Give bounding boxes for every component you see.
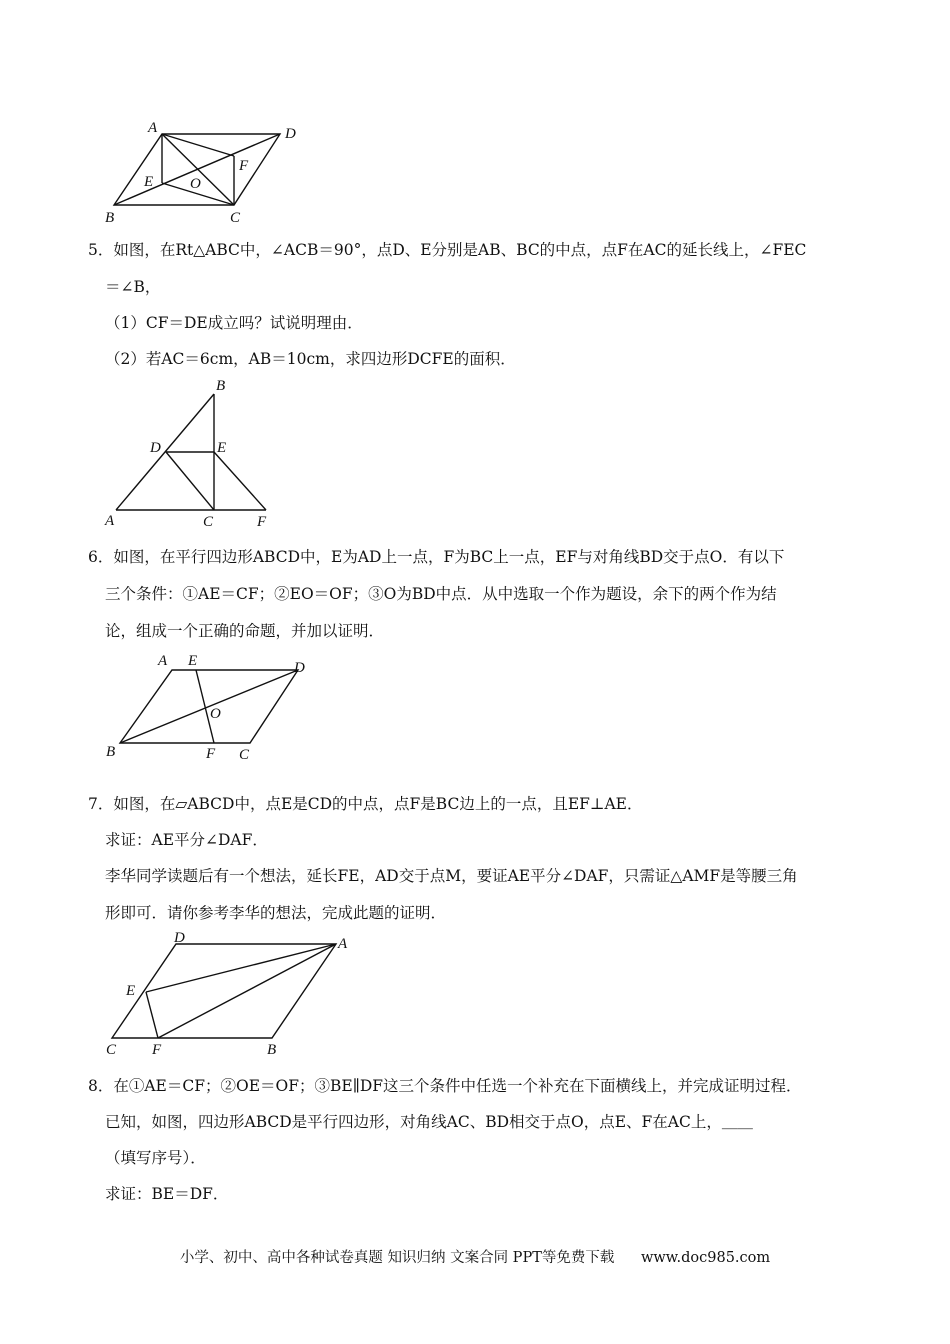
label-f: F [206, 746, 216, 762]
footer-text: 小学、初中、高中各种试卷真题 知识归纳 文案合同 PPT等免费下载 [179, 1250, 615, 1266]
problem-7-line-4: 形即可．请你参考李华的想法，完成此题的证明． [105, 904, 447, 922]
problem-8-line-1: 8．在①AE＝CF；②OE＝OF；③BE∥DF这三个条件中任选一个补充在下面横线上，并完成证明过程． [88, 1077, 802, 1095]
label-d: D [294, 660, 305, 676]
problem-6-line-1: 6．如图，在平行四边形ABCD中，E为AD上一点，F为BC上一点，EF与对角线BD交于点O．有以下 [88, 548, 785, 566]
problem-8-line-4: 求证：BE＝DF． [105, 1185, 229, 1203]
problem-5-line-2: ＝∠B， [105, 278, 161, 296]
problem-5-question-2: （2）若AC＝6cm，AB＝10cm，求四边形DCFE的面积． [105, 350, 516, 368]
label-c: C [230, 210, 241, 226]
problem-5-line-1: 5．如图，在Rt△ABC中，∠ACB＝90°，点D、E分别是AB、BC的中点，点F在AC的延长线上，∠FEC [88, 241, 807, 259]
label-b: B [106, 744, 116, 760]
label-o: O [210, 706, 221, 722]
geometry-diagram [100, 118, 310, 228]
problem-6-line-3: 论，组成一个正确的命题，并加以证明． [105, 622, 385, 640]
label-d: D [174, 930, 185, 946]
label-d: D [285, 126, 296, 142]
label-c: C [106, 1042, 117, 1058]
figure-parallelogram-abcd-3 [100, 928, 360, 1060]
label-e: E [126, 983, 136, 999]
label-d: D [150, 440, 161, 456]
problem-7-line-3: 李华同学读题后有一个想法，延长FE，AD交于点M，要证AE平分∠DAF，只需证△AMF是等腰三角 [105, 867, 798, 885]
problem-7-line-2: 求证：AE平分∠DAF． [105, 831, 268, 849]
problem-6-line-2: 三个条件：①AE＝CF；②EO＝OF；③O为BD中点．从中选取一个作为题设，余下的两个作为结 [105, 585, 777, 603]
label-e: E [217, 440, 227, 456]
label-e: E [144, 174, 154, 190]
figure-parallelogram-abcd-2 [100, 648, 320, 768]
label-f: F [239, 158, 249, 174]
figure-parallelogram-abcd-1 [100, 118, 310, 228]
label-f: F [257, 514, 267, 530]
geometry-diagram [100, 374, 290, 532]
problem-8-line-2: 已知，如图，四边形ABCD是平行四边形，对角线AC、BD相交于点O，点E、F在AC上，＿＿ [105, 1113, 753, 1131]
geometry-diagram [100, 648, 320, 768]
label-a: A [158, 653, 168, 669]
problem-7-line-1: 7．如图，在▱ABCD中，点E是CD的中点，点F是BC边上的一点，且EF⊥AE． [88, 795, 643, 813]
label-b: B [267, 1042, 277, 1058]
label-a: A [338, 936, 348, 952]
footer-url[interactable]: www.doc985.com [640, 1250, 771, 1266]
figure-right-triangle-abc [100, 374, 290, 532]
label-b: B [216, 378, 226, 394]
problem-8-line-3: （填写序号）． [105, 1149, 206, 1167]
label-e: E [188, 653, 198, 669]
label-b: B [105, 210, 115, 226]
label-c: C [239, 747, 250, 763]
page-footer [0, 1246, 950, 1267]
label-a: A [148, 120, 158, 136]
problem-5-question-1: （1）CF＝DE成立吗？试说明理由． [105, 314, 363, 332]
label-a: A [105, 513, 115, 529]
label-c: C [203, 514, 214, 530]
label-o: O [190, 176, 201, 192]
label-f: F [152, 1042, 162, 1058]
geometry-diagram [100, 928, 360, 1060]
